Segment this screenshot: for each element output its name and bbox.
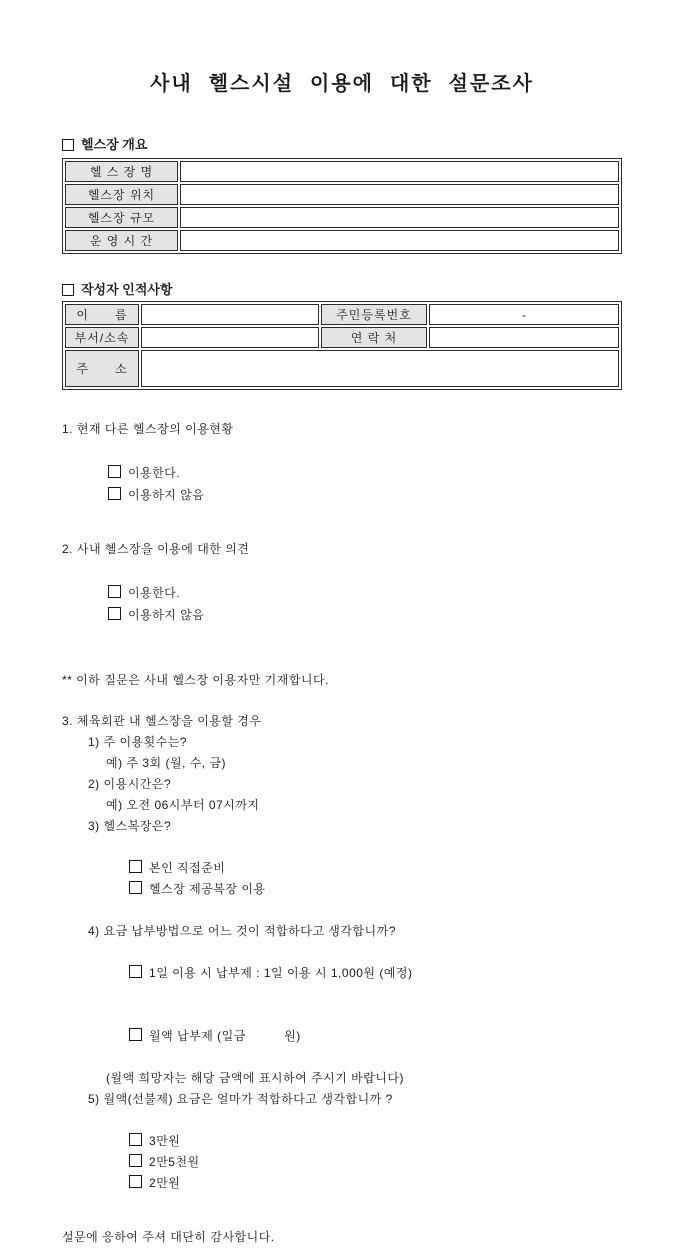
address-field[interactable] [141,350,619,387]
question-text: 현재 다른 헬스장의 이용현황 [76,422,234,436]
question-text: 사내 헬스장을 이용에 대한 의견 [76,542,250,556]
option-use: 이용한다. [108,582,180,604]
closing-thanks: 설문에 응하여 주셔 대단히 감사합니다. [62,1230,275,1244]
department-field[interactable] [141,327,319,348]
operating-hours-field[interactable] [180,230,619,251]
section-heading-label: 작성자 인적사항 [81,282,173,297]
option-gym-outfit: 헬스장 제공복장 이용 [129,879,266,900]
checkbox-icon[interactable] [129,1154,142,1167]
table-row [65,161,619,182]
question-3-2-example: 예) 오전 06시부터 07시까지 [106,798,260,812]
option-30000: 3만원 [129,1131,180,1152]
checkbox-icon[interactable] [129,965,142,978]
gym-overview-table [62,158,622,254]
checkbox-icon[interactable] [108,585,121,598]
operating-hours-label: 운 영 시 간 [65,230,178,251]
section-square-icon [62,284,74,296]
section-heading-label: 헬스장 개요 [81,137,148,152]
option-20000: 2만원 [129,1173,180,1194]
table-row [65,350,619,387]
table-row [65,184,619,205]
name-field[interactable] [141,304,319,325]
name-label: 이 름 [65,304,139,325]
gym-name-label: 헬 스 장 명 [65,161,178,182]
question-3-4-option-daily: 1일 이용 시 납부제 : 1일 이용 시 1,000원 (예정) [62,942,622,1005]
resident-id-field[interactable]: - [429,304,619,325]
question-1 [62,419,622,440]
question-number: 1. [62,422,74,436]
question-3-3: 3) 헬스복장은? [88,819,172,833]
checkbox-icon[interactable] [129,881,142,894]
question-3-1-example: 예) 주 3회 (월, 수, 금) [106,756,227,770]
option-not-use: 이용하지 않음 [108,604,204,626]
question-1-options [62,440,622,528]
writer-info-table [62,301,622,390]
checkbox-icon[interactable] [108,607,121,620]
option-use: 이용한다. [108,462,180,484]
section-heading-gym-overview [62,136,622,153]
question-text: 체육회관 내 헬스장을 이용할 경우 [76,714,262,728]
contact-label: 연 락 처 [321,327,427,348]
resident-id-label: 주민등록번호 [321,304,427,325]
checkbox-icon[interactable] [129,1133,142,1146]
address-label: 주 소 [65,350,139,387]
gym-location-field[interactable] [180,184,619,205]
gym-size-label: 헬스장 규모 [65,207,178,228]
question-3 [62,711,622,732]
table-row [65,207,619,228]
section-square-icon [62,139,74,151]
question-2 [62,539,622,560]
option-not-use: 이용하지 않음 [108,484,204,506]
section-heading-writer-info [62,281,622,298]
checkbox-icon[interactable] [129,1175,142,1188]
question-number: 2. [62,542,74,556]
question-3-2: 2) 이용시간은? [88,777,172,791]
table-row [65,304,619,325]
checkbox-icon[interactable] [108,465,121,478]
gym-location-label: 헬스장 위치 [65,184,178,205]
page-title: 사내 헬스시설 이용에 대한 설문조사 [150,73,534,95]
question-number: 3. [62,714,74,728]
question-3-3-options [62,837,622,921]
option-25000: 2만5천원 [129,1152,200,1173]
question-3-5: 5) 월액(선불제) 요금은 얼마가 적합하다고 생각합니까 ? [88,1092,393,1106]
question-2-options [62,560,622,648]
question-3-5-options [62,1110,622,1215]
question-3-4-option-monthly: 월액 납부제 (일금 원) [62,1005,622,1068]
option-own-outfit: 본인 직접준비 [129,858,225,879]
table-row [65,327,619,348]
table-row [65,230,619,251]
question-3-1: 1) 주 이용횟수는? [88,735,188,749]
department-label: 부서/소속 [65,327,139,348]
gym-name-field[interactable] [180,161,619,182]
contact-field[interactable] [429,327,619,348]
checkbox-icon[interactable] [108,487,121,500]
checkbox-icon[interactable] [129,1028,142,1041]
note-users-only: ** 이하 질문은 사내 헬스장 이용자만 기재합니다. [62,673,329,687]
question-3-4-note: (월액 희망자는 해당 금액에 표시하여 주시기 바랍니다) [106,1071,405,1085]
question-3-4: 4) 요금 납부방법으로 어느 것이 적합하다고 생각합니까? [88,924,396,938]
checkbox-icon[interactable] [129,860,142,873]
gym-size-field[interactable] [180,207,619,228]
